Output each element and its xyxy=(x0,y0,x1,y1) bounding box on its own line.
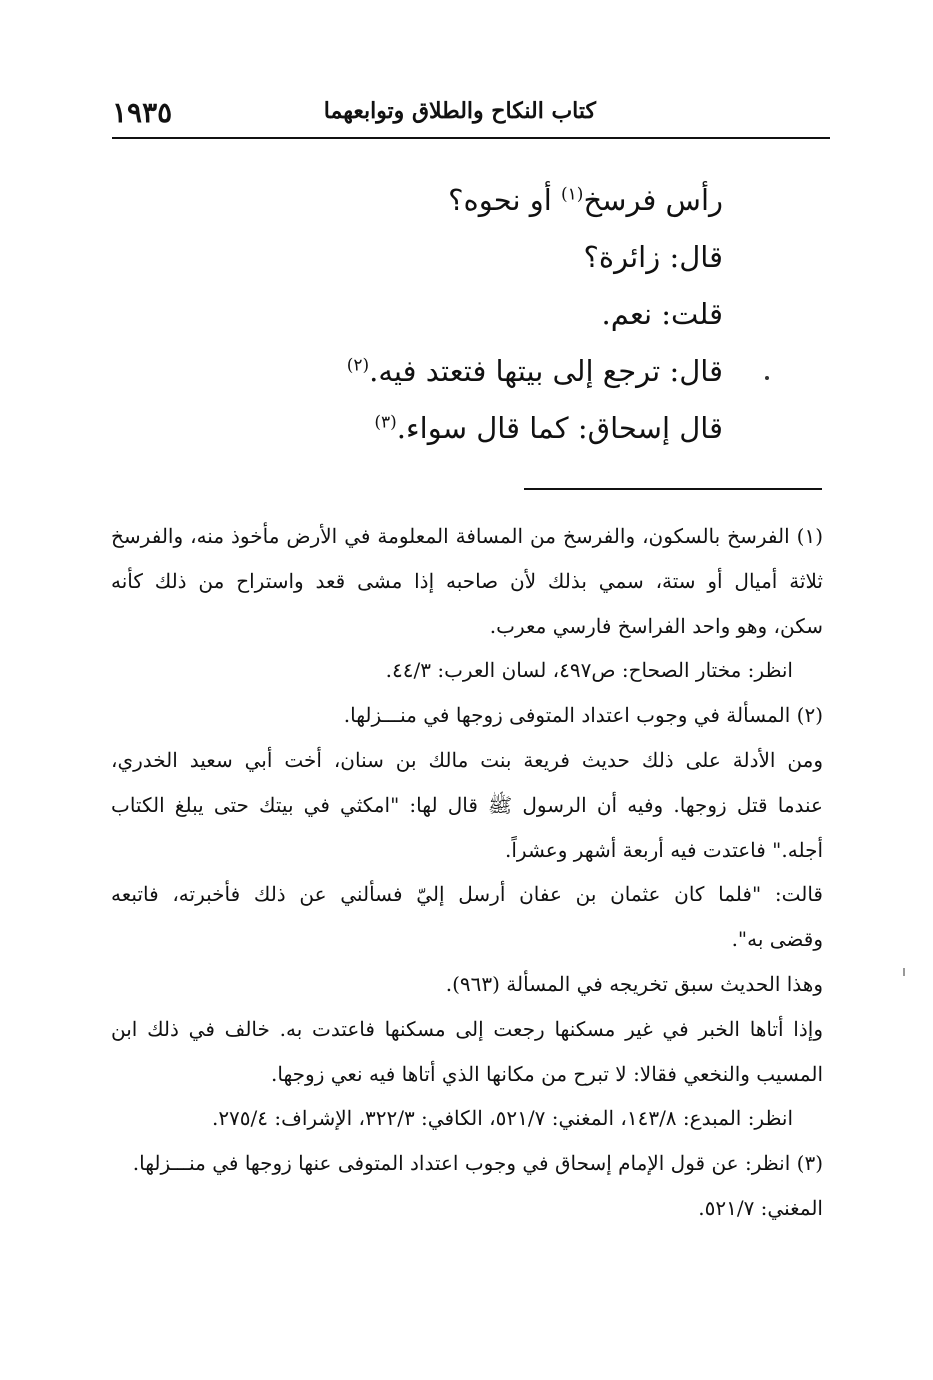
footnote-marker: (١) xyxy=(561,184,584,205)
footnote-marker: (٢) xyxy=(346,355,370,376)
footnotes xyxy=(111,514,823,1231)
page-number: ١٩٣٥ xyxy=(112,96,173,129)
footnote-line: ومن الأدلة على ذلك حديث فريعة بنت مالك بن سنان، أخت أبي سعيد الخدري، xyxy=(111,747,823,772)
dialogue-line xyxy=(203,229,723,286)
dialogue-line xyxy=(203,400,723,457)
scan-edge-mark xyxy=(903,968,905,976)
line-text: قال: ترجع إلى بيتها فتعتد فيه. xyxy=(369,354,723,388)
footnote-line: (٣) انظر: عن قول الإمام إسحاق في وجوب اعتداد المتوفى عنها زوجها في منـــزلها. xyxy=(132,1151,823,1176)
footnote-marker: (٣) xyxy=(374,412,397,433)
footnote-line: أجله." فاعتدت فيه أربعة أشهر وعشراً. xyxy=(505,837,823,862)
main-text xyxy=(203,172,723,457)
line-text: قلت: نعم. xyxy=(601,297,723,331)
footnote-line: وهذا الحديث سبق تخريجه في المسألة (٩٦٣). xyxy=(445,971,823,996)
line-text: رأس فرسخ xyxy=(583,183,723,217)
dialogue-line xyxy=(203,343,723,400)
stray-dot xyxy=(765,376,769,380)
footnote-line: المغني: ٥٢١/٧. xyxy=(698,1195,823,1220)
footnote-line: (١) الفرسخ بالسكون، والفرسخ من المسافة المعلومة في الأرض مأخوذ منه، والفرسخ xyxy=(111,524,823,548)
page-header xyxy=(112,92,830,136)
line-text: قال: زائرة؟ xyxy=(583,240,723,274)
footnote-line: ثلاثة أميال أو ستة، سمي بذلك لأن صاحبه إذا مشى قعد واستراح من ذلك كأنه xyxy=(111,568,823,593)
footnote-line: سكن، وهو واحد الفراسخ فارسي معرب. xyxy=(489,613,823,638)
line-text: قال إسحاق: كما قال سواء. xyxy=(396,411,723,445)
footnote-line: المسيب والنخعي فقالا: لا تبرح من مكانها الذي أتاها فيه نعي زوجها. xyxy=(271,1061,823,1086)
header-rule xyxy=(112,137,830,139)
line-text-after: أو نحوه؟ xyxy=(448,183,562,217)
footnote-line: قالت: "فلما كان عثمان بن عفان أرسل إليّ فسألني عن ذلك فأخبرته، فاتبعه xyxy=(111,882,823,907)
footnote-line: (٢) المسألة في وجوب اعتداد المتوفى زوجها في منـــزلها. xyxy=(343,703,823,728)
footnote-line: وقضى به". xyxy=(731,927,823,952)
running-title: كتاب النكاح والطلاق وتوابعهما xyxy=(323,98,596,124)
footnote-separator xyxy=(524,488,822,490)
dialogue-line xyxy=(203,172,723,229)
footnote-line: وإذا أتاها الخبر في غير مسكنها رجعت إلى مسكنها فاعتدت به. خالف في ذلك ابن xyxy=(111,1016,823,1041)
footnote-line: انظر: مختار الصحاح: ص٤٩٧، لسان العرب: ٤٤/٣. xyxy=(385,658,793,683)
footnote-line: عندما قتل زوجها. وفيه أن الرسول ﷺ قال لها: "امكثي في بيتك حتى يبلغ الكتاب xyxy=(111,792,823,817)
dialogue-line xyxy=(203,286,723,343)
footnote-line: انظر: المبدع: ١٤٣/٨، المغني: ٥٢١/٧، الكافي: ٣٢٢/٣، الإشراف: ٢٧٥/٤. xyxy=(211,1106,793,1131)
